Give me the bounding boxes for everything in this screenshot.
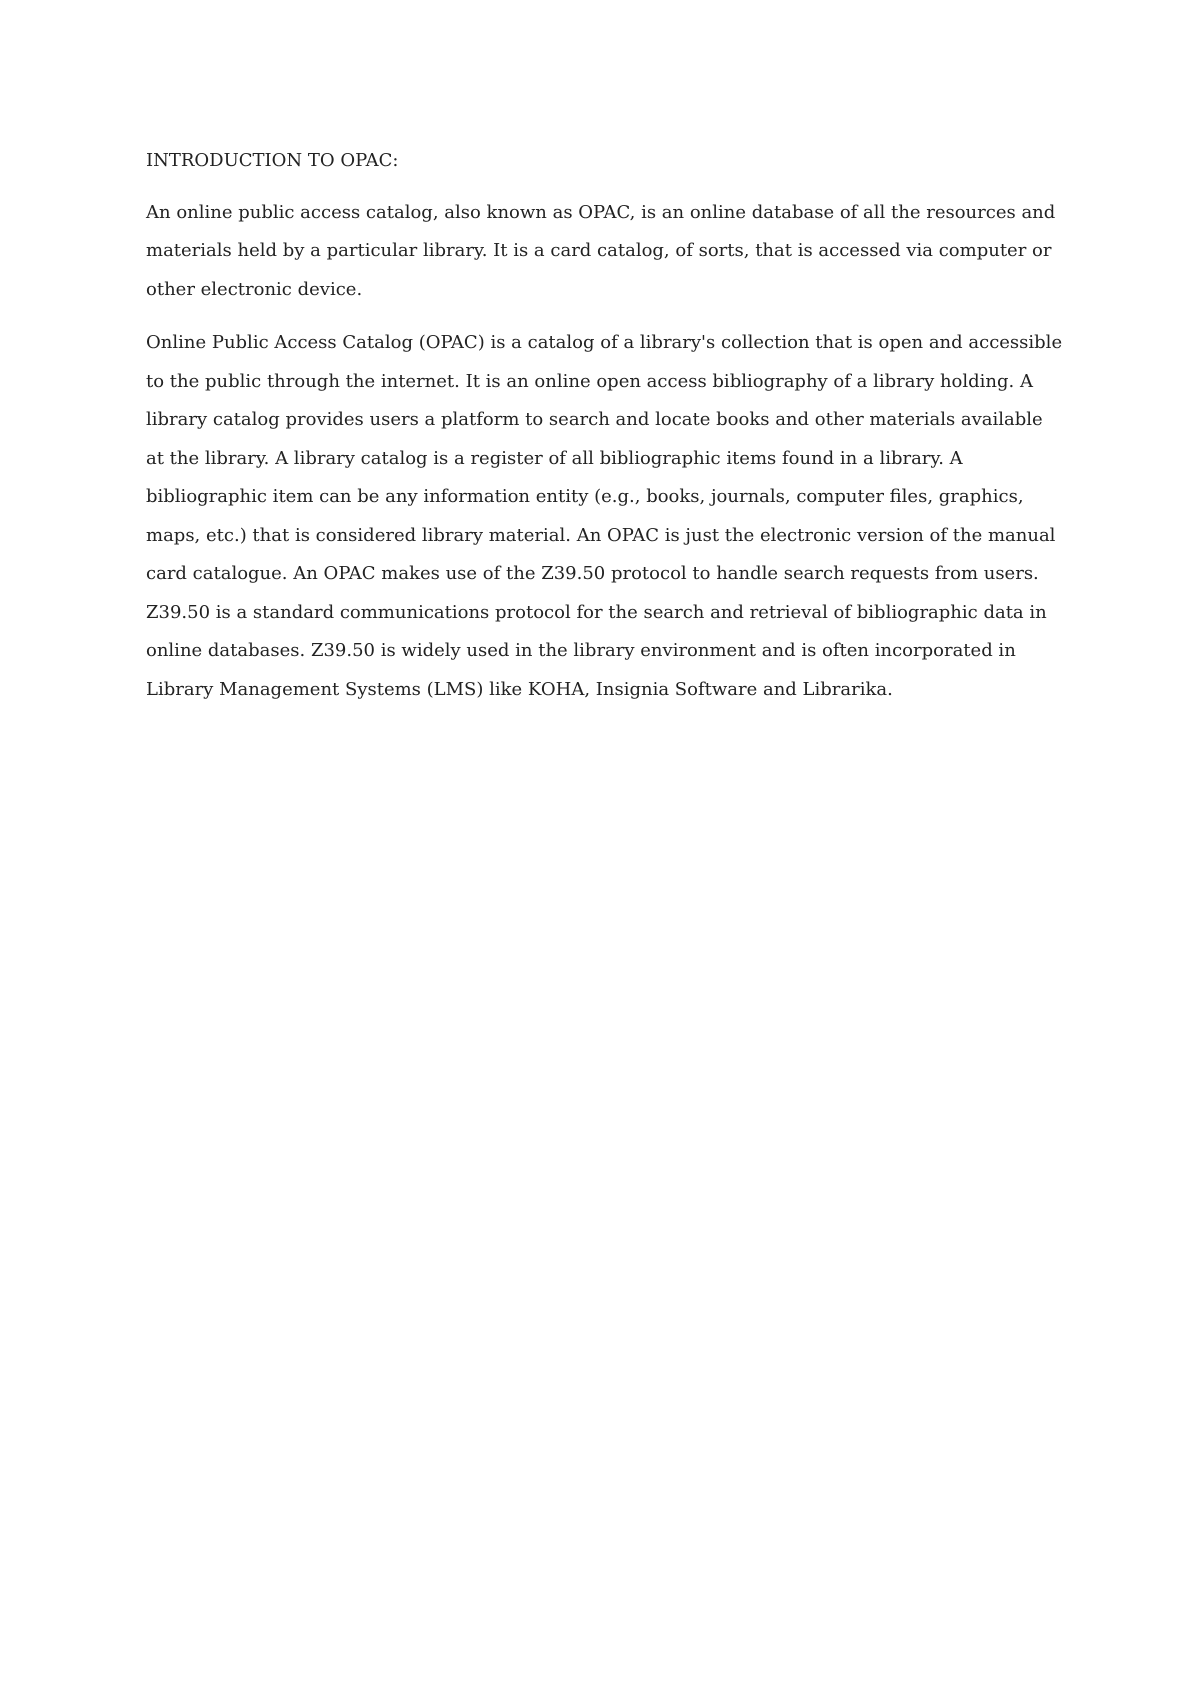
paragraph-definition: An online public access catalog, also known as OPAC, is an online database of all the resources and materials held by a particular library. It is a card catalog, of sorts, that is accessed via computer or other electronic device.	[146, 201, 1056, 300]
document-body	[146, 142, 1064, 724]
paragraph-details: Online Public Access Catalog (OPAC) is a catalog of a library's collection that is open and accessible to the public through the internet. It is an online open access bibliography of a library holding. A library catalog provides users a platform to search and locate books and other materials available at the library. A library catalog is a register of all bibliographic items found in a library. A bibliographic item can be any information entity (e.g., books, journals, computer files, graphics, maps, etc.) that is considered library material. An OPAC is just the electronic version of the manual card catalogue. An OPAC makes use of the Z39.50 protocol to handle search requests from users. Z39.50 is a standard communications protocol for the search and retrieval of bibliographic data in online databases. Z39.50 is widely used in the library environment and is often incorporated in Library Management Systems (LMS) like KOHA, Insignia Software and Librarika.	[146, 332, 1063, 700]
section-heading: INTRODUCTION TO OPAC:	[146, 150, 399, 171]
